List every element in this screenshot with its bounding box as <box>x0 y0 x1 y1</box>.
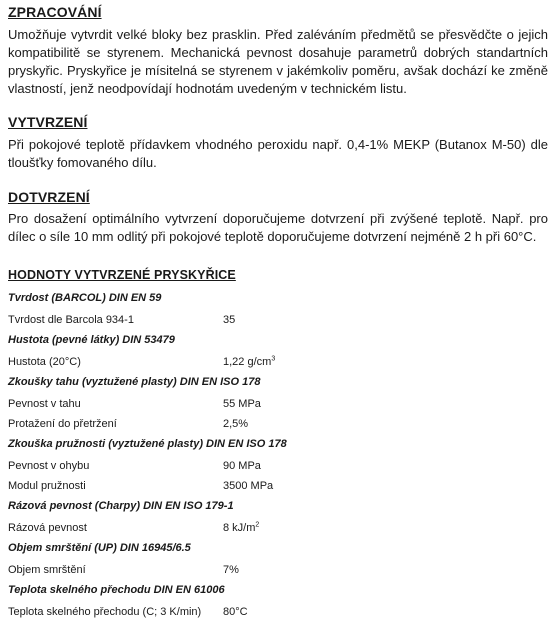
property-value-text: 1,22 g/cm <box>223 356 272 368</box>
property-row <box>8 417 553 437</box>
property-row <box>8 355 553 375</box>
property-value-text: 35 <box>223 314 236 326</box>
property-group-title: Zkoušky tahu (vyztužené plasty) DIN EN ISO 178 <box>8 376 261 388</box>
property-row <box>8 313 553 333</box>
property-group-title: Rázová pevnost (Charpy) DIN EN ISO 179-1 <box>8 500 234 512</box>
property-row <box>8 479 553 499</box>
properties-table <box>8 291 553 625</box>
property-value <box>223 479 273 493</box>
property-value-text: 2,5% <box>223 418 249 430</box>
property-value-exponent: 2 <box>255 521 260 529</box>
section-heading-postcuring: DOTVRZENÍ <box>8 189 90 205</box>
property-group-title: Hustota (pevné látky) DIN 53479 <box>8 334 175 346</box>
property-value-text: 8 kJ/m <box>223 522 256 534</box>
property-group-title: Objem smrštění (UP) DIN 16945/6.5 <box>8 542 191 554</box>
section-heading-processing: ZPRACOVÁNÍ <box>8 4 102 20</box>
property-group-title: Tvrdost (BARCOL) DIN EN 59 <box>8 292 162 304</box>
section-text-postcuring: Pro dosažení optimálního vytvrzení doporučujeme dotvrzení při zvýšené teplotě. Např. pro dílec o síle 10 mm odlitý při pokojové teplotě doporučujeme dotvrzení nejméně 2 h při 60°C. <box>8 211 548 244</box>
section-text-curing: Při pokojové teplotě přídavkem vhodného peroxidu např. 0,4-1% MEKP (Butanox M-50) dle tloušťky fomovaného dílu. <box>8 137 548 170</box>
property-label: Protažení do přetržení <box>8 418 117 430</box>
property-label: Hustota (20°C) <box>8 356 81 368</box>
property-row <box>8 397 553 417</box>
property-value-text: 7% <box>223 564 239 576</box>
property-value <box>223 459 261 473</box>
property-value-text: 80°C <box>223 606 248 618</box>
property-label: Objem smrštění <box>8 564 86 576</box>
property-value <box>223 313 235 327</box>
property-row <box>8 521 553 541</box>
section-heading-curing: VYTVRZENÍ <box>8 114 88 130</box>
property-value <box>223 355 275 369</box>
property-row <box>8 605 553 625</box>
property-label: Tvrdost dle Barcola 934-1 <box>8 314 134 326</box>
property-value <box>223 397 261 411</box>
property-value-exponent: 3 <box>271 355 276 363</box>
property-group-title: Zkouška pružnosti (vyztužené plasty) DIN EN ISO 178 <box>8 438 287 450</box>
properties-heading: HODNOTY VYTVRZENÉ PRYSKYŘICE <box>8 268 236 282</box>
property-label: Rázová pevnost <box>8 522 87 534</box>
property-label: Pevnost v ohybu <box>8 460 90 472</box>
property-row <box>8 563 553 583</box>
property-value <box>223 521 259 535</box>
property-value <box>223 563 239 577</box>
property-label: Teplota skelného přechodu (C; 3 K/min) <box>8 606 202 618</box>
property-value-text: 90 MPa <box>223 460 261 472</box>
property-value <box>223 417 248 431</box>
section-text-processing: Umožňuje vytvrdit velké bloky bez prasklin. Před zaléváním předmětů se přesvědčte o jejich kompatibilitě se styrenem. Mechanická pevnost dosahuje parametrů dobrých standartních pryskyřic. Pryskyřice je mísitelná se styrenem v jakémkoliv poměru, avšak dochází ke změně vlastností, jenž neodpovídají hodnotám uvedeným v technickém listu. <box>8 27 548 96</box>
property-value <box>223 605 248 619</box>
property-value-text: 3500 MPa <box>223 480 274 492</box>
property-group-title: Teplota skelného přechodu DIN EN 61006 <box>8 584 225 596</box>
property-label: Pevnost v tahu <box>8 398 81 410</box>
property-value-text: 55 MPa <box>223 398 261 410</box>
property-label: Modul pružnosti <box>8 480 86 492</box>
property-row <box>8 459 553 479</box>
